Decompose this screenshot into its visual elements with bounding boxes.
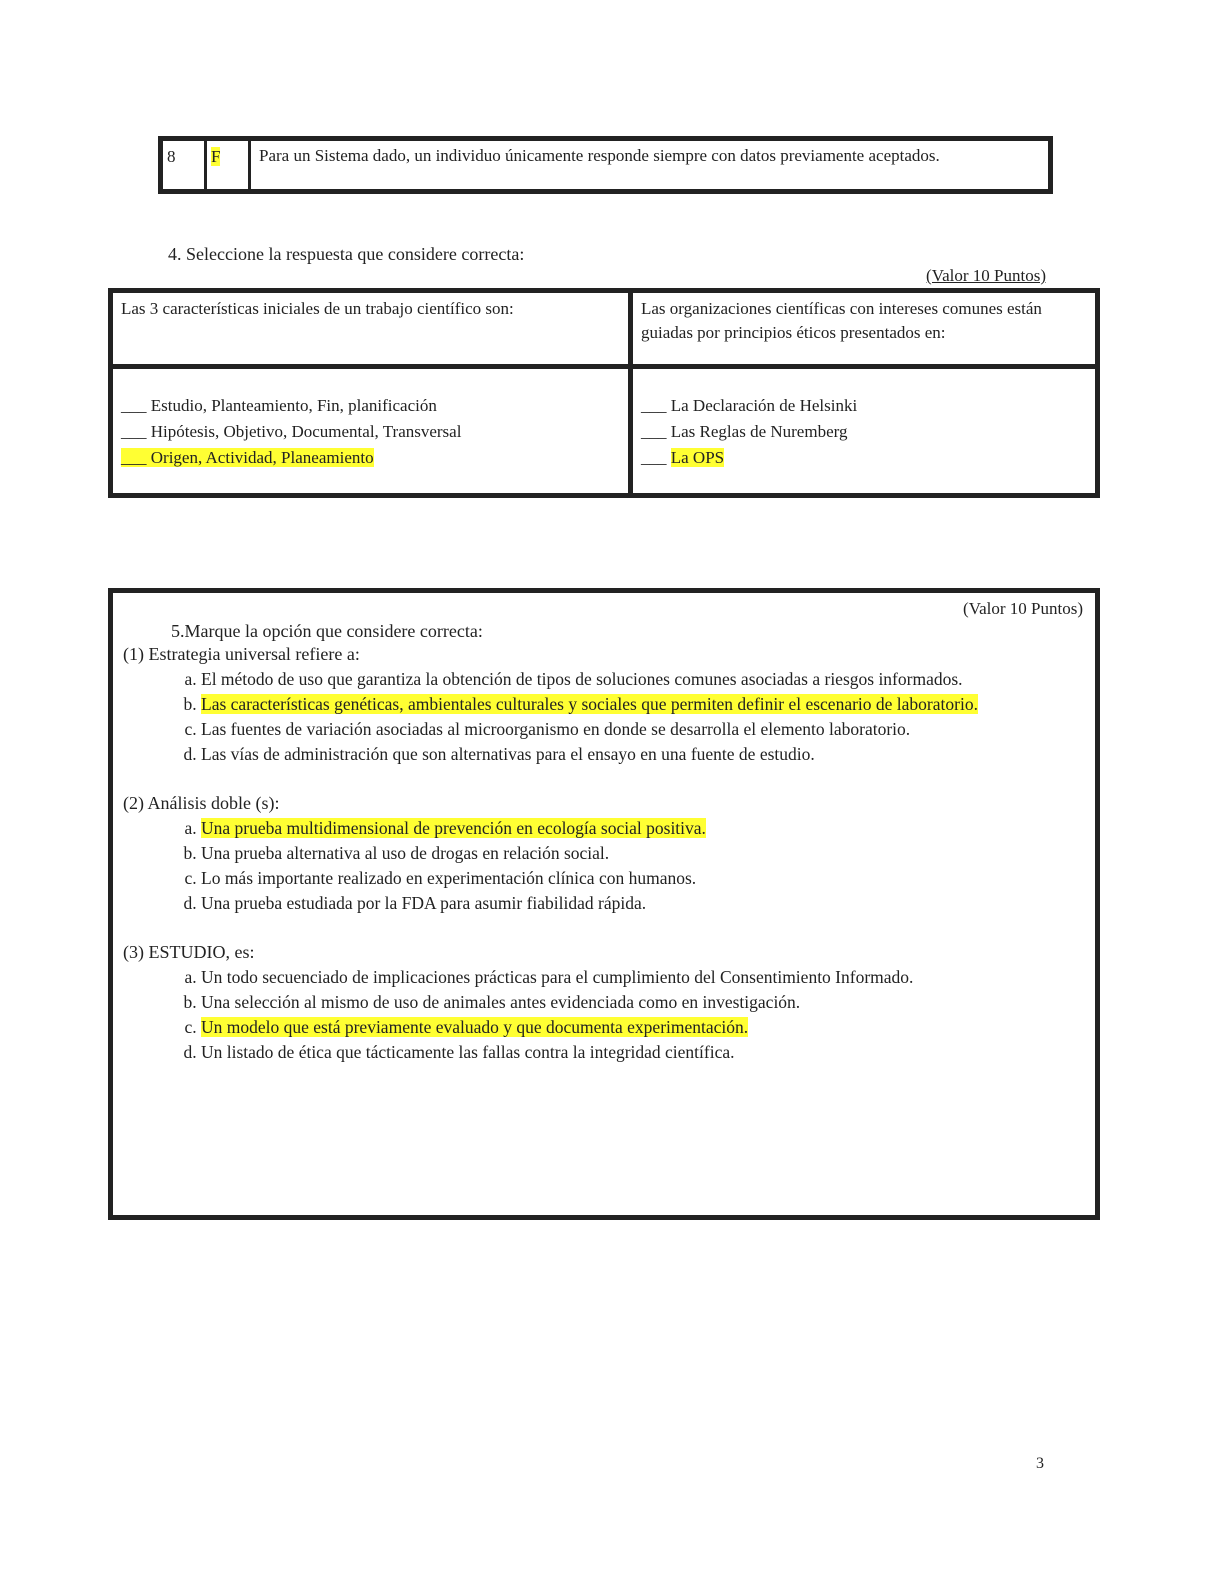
right-option: ___ Las Reglas de Nuremberg (641, 422, 848, 441)
answer-option-selected: b. Las características genéticas, ambientales culturales y sociales que permiten definir el escenario de laboratorio. (201, 692, 1083, 717)
answer-list (123, 667, 1083, 767)
answer-option: c. Las fuentes de variación asociadas al microorganismo en donde se desarrolla el elemento laboratorio. (201, 717, 1083, 742)
question-stem: (2) Análisis doble (s): (123, 793, 280, 813)
left-options (113, 369, 633, 493)
tf-statement: Para un Sistema dado, un individuo únicamente responde siempre con datos previamente aceptados. (259, 146, 940, 165)
answer-option: b. Una selección al mismo de uso de animales antes evidenciada como en investigación. (201, 990, 1083, 1015)
matching-table (108, 288, 1100, 498)
answer-list (123, 965, 1083, 1065)
matching-instruction: 4. Seleccione la respuesta que considere correcta: (168, 244, 525, 264)
mc-instruction: 5.Marque la opción que considere correcta: (171, 621, 483, 641)
answer-option: d. Un listado de ética que tácticamente las fallas contra la integridad científica. (201, 1040, 1083, 1065)
right-option-selected: ___ La OPS (641, 448, 725, 467)
left-option: ___ Hipótesis, Objetivo, Documental, Transversal (121, 422, 462, 441)
multiple-choice-box (108, 588, 1100, 1220)
answer-option: c. Lo más importante realizado en experimentación clínica con humanos. (201, 866, 1083, 891)
answer-option: a. Un todo secuenciado de implicaciones prácticas para el cumplimiento del Consentimiento Informado. (201, 965, 1083, 990)
tf-answer (207, 141, 251, 189)
matching-points-note: (Valor 10 Puntos) (926, 266, 1046, 285)
question-stem: (3) ESTUDIO, es: (123, 942, 255, 962)
answer-option-selected: c. Un modelo que está previamente evaluado y que documenta experimentación. (201, 1015, 1083, 1040)
right-prompt: Las organizaciones científicas con intereses comunes están guiadas por principios éticos presentados en: (633, 293, 1095, 369)
left-option: ___ Estudio, Planteamiento, Fin, planificación (121, 396, 437, 415)
question-stem: (1) Estrategia universal refiere a: (123, 644, 360, 664)
answer-option: b. Una prueba alternativa al uso de drogas en relación social. (201, 841, 1083, 866)
answer-option-selected: a. Una prueba multidimensional de prevención en ecología social positiva. (201, 816, 1083, 841)
tf-answer-value: F (211, 147, 221, 166)
right-option: ___ La Declaración de Helsinki (641, 396, 858, 415)
left-prompt: Las 3 características iniciales de un trabajo científico son: (113, 293, 633, 369)
right-options (633, 369, 1095, 493)
answer-list (123, 816, 1083, 916)
tf-number: 8 (163, 141, 207, 189)
answer-option: d. Las vías de administración que son alternativas para el ensayo en una fuente de estudio. (201, 742, 1083, 767)
page-number: 3 (1036, 1455, 1044, 1472)
answer-option: d. Una prueba estudiada por la FDA para asumir fiabilidad rápida. (201, 891, 1083, 916)
answer-option: a. El método de uso que garantiza la obtención de tipos de soluciones comunes asociadas a riesgos informados. (201, 667, 1083, 692)
mc-points-note: (Valor 10 Puntos) (963, 599, 1083, 618)
left-option-selected: ___ Origen, Actividad, Planeamiento (121, 448, 374, 467)
true-false-row (158, 136, 1053, 194)
